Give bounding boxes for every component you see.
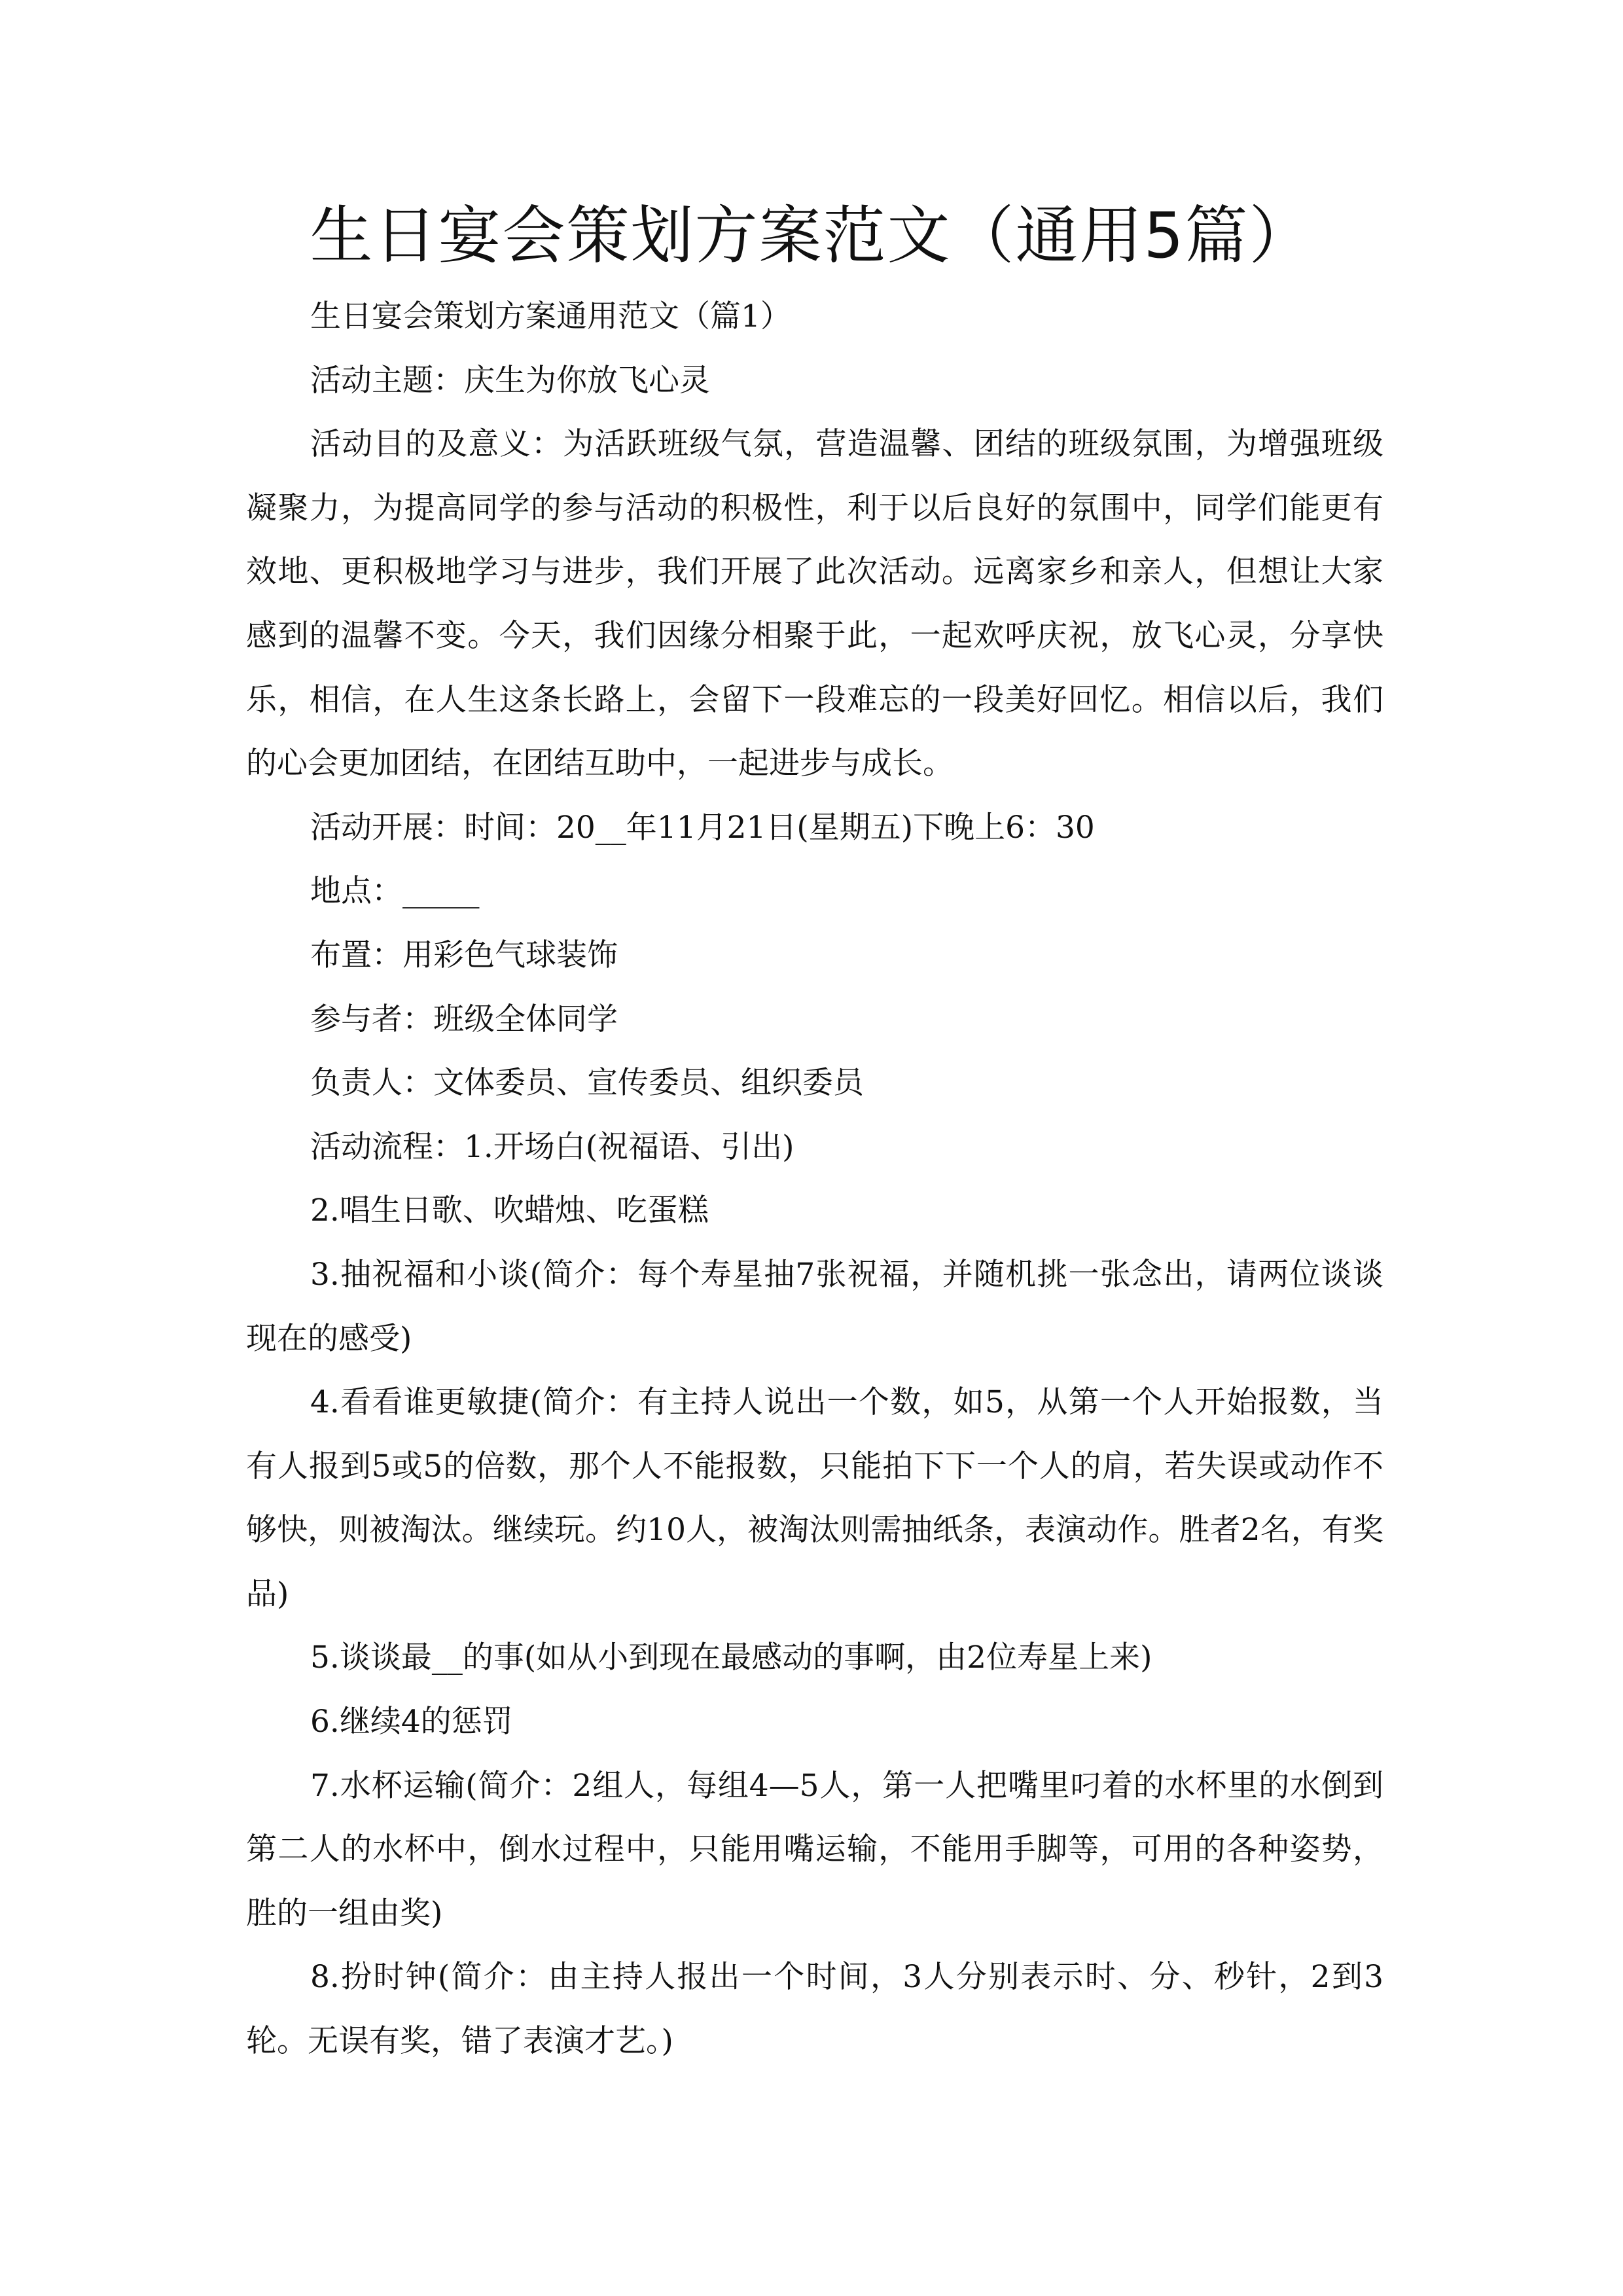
paragraph-theme: 活动主题：庆生为你放飞心灵 bbox=[310, 362, 710, 399]
paragraph-process-3: 3.抽祝福和小谈(简介：每个寿星抽7张祝福，并随机挑一张念出，请两位谈谈现在的感受) bbox=[246, 1256, 1383, 1357]
section-heading: 生日宴会策划方案通用范文（篇1） bbox=[310, 298, 791, 334]
paragraph-process-5: 5.谈谈最__的事(如从小到现在最感动的事啊，由2位寿星上来) bbox=[310, 1640, 1152, 1676]
paragraph-organizers: 负责人：文体委员、宣传委员、组织委员 bbox=[310, 1065, 864, 1102]
paragraph-process-4: 4.看看谁更敏捷(简介：有主持人说出一个数，如5，从第一个人开始报数，当有人报到5或5的倍数，那个人不能报数，只能拍下下一个人的肩，若失误或动作不够快，则被淘汰。继续玩。约10人，被淘汰则需抽纸条，表演动作。胜者2名，有奖品) bbox=[246, 1384, 1383, 1612]
paragraph-purpose: 活动目的及意义：为活跃班级气氛，营造温馨、团结的班级氛围，为增强班级凝聚力，为提高同学的参与活动的积极性，利于以后良好的氛围中，同学们能更有效地、更积极地学习与进步，我们开展了此次活动。远离家乡和亲人，但想让大家感到的温馨不变。今天，我们因缘分相聚于此，一起欢呼庆祝，放飞心灵，分享快乐，相信，在人生这条长路上，会留下一段难忘的一段美好回忆。相信以后，我们的心会更加团结，在团结互助中，一起进步与成长。 bbox=[246, 426, 1383, 782]
paragraph-time: 活动开展：时间：20__年11月21日(星期五)下晚上6：30 bbox=[310, 809, 1095, 846]
paragraph-process-6: 6.继续4的惩罚 bbox=[310, 1704, 513, 1740]
paragraph-process-1: 活动流程：1.开场白(祝福语、引出) bbox=[310, 1128, 794, 1165]
paragraph-participants: 参与者：班级全体同学 bbox=[310, 1001, 618, 1037]
paragraph-process-8: 8.扮时钟(简介：由主持人报出一个时间，3人分别表示时、分、秒针，2到3轮。无误有奖，错了表演才艺。) bbox=[246, 1959, 1383, 2060]
paragraph-location: 地点：_____ bbox=[310, 873, 480, 910]
paragraph-decoration: 布置：用彩色气球装饰 bbox=[310, 937, 618, 973]
paragraph-process-2: 2.唱生日歌、吹蜡烛、吃蛋糕 bbox=[310, 1193, 709, 1229]
paragraph-process-7: 7.水杯运输(简介：2组人，每组4—5人，第一人把嘴里叼着的水杯里的水倒到第二人的水杯中，倒水过程中，只能用嘴运输，不能用手脚等，可用的各种姿势，胜的一组由奖) bbox=[246, 1767, 1383, 1931]
document-title: 生日宴会策划方案范文（通用5篇） bbox=[310, 199, 1313, 272]
document-body bbox=[246, 285, 1383, 2073]
